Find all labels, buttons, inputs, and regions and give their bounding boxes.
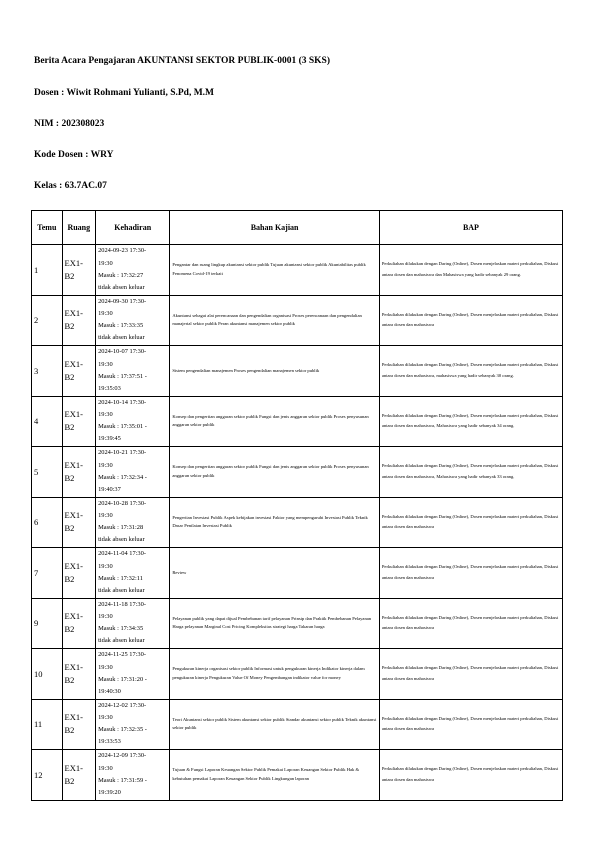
bap-cell [379, 750, 562, 801]
table-row [32, 295, 563, 346]
attendance-table [31, 210, 563, 801]
kode-dosen-label: Kode Dosen : WRY [34, 150, 114, 160]
room-line: EX1- [64, 712, 83, 723]
attendance-line: 2024-11-25 17:30- [98, 651, 146, 659]
room-line: B2 [64, 321, 75, 332]
bap-cell [379, 245, 562, 296]
dosen-label: Dosen : Wiwit Rohmani Yulianti, S.Pd, M.M [34, 88, 214, 98]
attendance-cell [96, 699, 170, 750]
table-row [32, 447, 563, 498]
material-cell [170, 598, 380, 649]
attendance-line: 19:30 [98, 411, 113, 419]
room-line: EX1- [64, 661, 83, 672]
room-cell [62, 346, 96, 397]
bap-text: Perkuliahan dilakukan dengan Daring (Online), Dosen menjelaskan materi perkuliahan, Diskusi antara dosen dan mahasiswa [381, 513, 559, 530]
bap-text: Perkuliahan dilakukan dengan Daring (Online), Dosen menjelaskan materi perkuliahan, Diskusi antara dosen dan mahasiswa, Mahasiswa yang hadir sebanyak 34 orang. [381, 412, 559, 429]
bap-text: Perkuliahan dilakukan dengan Daring (Online), Dosen menjelaskan materi perkuliahan, Diskusi antara dosen dan mahasiswa dan Mahasiswa yang hadir sebanyak 29 orang. [381, 261, 559, 277]
attendance-line: 19:30 [98, 562, 113, 570]
room-line: B2 [64, 371, 75, 382]
attendance-line: 2024-10-21 17:30- [98, 449, 147, 457]
room-line: B2 [64, 472, 75, 483]
room-line: B2 [64, 422, 75, 433]
room-line: B2 [64, 725, 75, 736]
nim-label: NIM : 202308023 [34, 119, 105, 129]
attendance-cell [96, 447, 170, 498]
attendance-line: 2024-10-07 17:30- [98, 348, 147, 356]
bap-cell [379, 497, 562, 548]
room-line: EX1- [64, 510, 83, 521]
room-cell [62, 649, 96, 700]
attendance-line: 19:40:37 [98, 485, 121, 493]
table-row [32, 750, 563, 801]
attendance-line: 2024-09-23 17:30- [98, 247, 147, 255]
attendance-line: Masuk : 17:31:20 - [98, 675, 147, 683]
attendance-line: 19:33:53 [98, 738, 121, 746]
table-row [32, 396, 563, 447]
attendance-line: 2024-11-04 17:30- [98, 550, 146, 558]
attendance-line: 2024-10-28 17:30- [98, 499, 147, 507]
attendance-line: tidak absen keluar [98, 283, 145, 291]
room-line: EX1- [64, 308, 83, 319]
bap-cell [379, 699, 562, 750]
bap-text: Perkuliahan dilakukan dengan Daring (Online), Dosen menjelaskan materi perkuliahan, Diskusi antara dosen dan mahasiswa [381, 665, 559, 681]
bap-text: Perkuliahan dilakukan dengan Daring (Online), Dosen menjelaskan materi perkuliahan, Diskusi antara dosen dan mahasiswa [381, 311, 559, 328]
document-title: Berita Acara Pengajaran AKUNTANSI SEKTOR PUBLIK-0001 (3 SKS) [34, 56, 331, 66]
attendance-line: Masuk : 17:32:27 [98, 271, 144, 279]
attendance-line: Masuk : 17:34:35 [98, 625, 144, 633]
material-cell [170, 649, 380, 700]
table-header-row [32, 211, 563, 245]
meeting-number: 9 [32, 598, 63, 649]
meeting-number: 3 [32, 346, 63, 397]
attendance-line: Masuk : 17:33:35 [98, 322, 144, 330]
bap-cell [379, 447, 562, 498]
attendance-line: 19:30 [98, 310, 113, 318]
room-line: B2 [64, 775, 75, 786]
room-line: B2 [64, 573, 75, 584]
material-text: Teori Akuntansi sektor publik Sistem akuntansi sektor publik Standar akuntansi sektor publik Teknik akuntansi sektor publik [172, 716, 377, 731]
table-row [32, 649, 563, 700]
meeting-number: 6 [32, 497, 63, 548]
meeting-number: 7 [32, 548, 63, 599]
attendance-line: 19:30 [98, 663, 113, 671]
bap-text: Perkuliahan dilakukan dengan Daring (Online), Dosen menjelaskan materi perkuliahan, Diskusi antara dosen dan mahasiswa, mahasiswa yang hadir sebanyak 30 orang. [381, 362, 559, 378]
attendance-line: 19:30 [98, 613, 113, 621]
meeting-number: 4 [32, 396, 63, 447]
material-cell [170, 245, 380, 296]
material-cell [170, 346, 380, 397]
bap-text: Perkuliahan dilakukan dengan Daring (Online), Dosen menjelaskan materi perkuliahan, Diskusi antara dosen dan mahasiswa [381, 614, 559, 631]
attendance-line: 19:39:45 [98, 435, 121, 443]
meeting-number: 1 [32, 245, 63, 296]
room-cell [62, 447, 96, 498]
header-ruang: Ruang [62, 211, 96, 245]
room-cell [62, 548, 96, 599]
attendance-line: Masuk : 17:32:11 [98, 574, 143, 582]
header-kehadiran: Kehadiran [96, 211, 170, 245]
attendance-line: 19:30 [98, 461, 113, 469]
room-line: B2 [64, 270, 75, 281]
bap-cell [379, 548, 562, 599]
material-text: Pelayanan publik yang dapat dijual Pembebanan tarif pelayanan Prinsip dan Praktik Pembebanan Pelayanan Harga pelayanan Marginal Cost Pricing Kompleksitas strategi harga Takaran harga [172, 615, 372, 630]
material-text: Tujuan & Fungsi Laporan Keuangan Sektor Publik Pemakai Laporan Keuangan Sektor Publik Hak & kebutuhan pemakai Laporan Keuangan Sektor Publik Lingkungan laporan [172, 767, 360, 781]
material-cell [170, 497, 380, 548]
table-row [32, 699, 563, 750]
attendance-cell [96, 295, 170, 346]
meeting-number: 5 [32, 447, 63, 498]
meeting-number: 12 [32, 750, 63, 801]
table-row [32, 497, 563, 548]
table-row [32, 598, 563, 649]
attendance-line: 19:30 [98, 259, 113, 267]
attendance-line: Masuk : 17:35:01 - [98, 423, 147, 431]
kelas-label: Kelas : 63.7AC.07 [34, 181, 107, 191]
room-cell [62, 750, 96, 801]
attendance-line: 19:30 [98, 360, 113, 368]
room-line: EX1- [64, 560, 83, 571]
meeting-number: 11 [32, 699, 63, 750]
attendance-line: 19:40:30 [98, 687, 121, 695]
material-text: Akuntansi sebagai alat perencanaan dan pengendalian organisasi Proses perencanaan dan pengendalian manajerial sektor publik Peran akuntansi manajemen sektor publik [172, 312, 362, 327]
attendance-line: 2024-10-14 17:30- [98, 398, 147, 406]
bap-cell [379, 295, 562, 346]
bap-cell [379, 649, 562, 700]
attendance-cell [96, 396, 170, 447]
attendance-cell [96, 245, 170, 296]
room-line: B2 [64, 624, 75, 635]
attendance-line: Masuk : 17:32:35 - [98, 726, 147, 734]
material-cell [170, 699, 380, 750]
attendance-line: 2024-11-18 17:30- [98, 600, 146, 608]
room-line: EX1- [64, 358, 83, 369]
attendance-line: Masuk : 17:31:59 - [98, 776, 147, 784]
room-cell [62, 396, 96, 447]
bap-cell [379, 396, 562, 447]
attendance-line: 2024-09-30 17:30- [98, 297, 147, 305]
material-text: Review [172, 569, 187, 575]
attendance-line: 19:30 [98, 714, 113, 722]
material-cell [170, 295, 380, 346]
room-cell [62, 497, 96, 548]
bap-text: Perkuliahan dilakukan dengan Daring (Online), Dosen menjelaskan materi perkuliahan, Diskusi antara dosen dan mahasiswa [381, 564, 559, 580]
room-line: EX1- [64, 611, 83, 622]
header-temu: Temu [32, 211, 63, 245]
material-cell [170, 396, 380, 447]
attendance-cell [96, 548, 170, 599]
attendance-line: 2024-12-02 17:30- [98, 701, 147, 709]
room-line: EX1- [64, 409, 83, 420]
material-cell [170, 750, 380, 801]
attendance-cell [96, 750, 170, 801]
table-row [32, 548, 563, 599]
material-text: Konsep dan pengertian anggaran sektor publik Fungsi dan jenis anggaran sektor publik Proses penyusunan anggaran sektor publik [172, 413, 369, 428]
bap-cell [379, 346, 562, 397]
material-cell [170, 548, 380, 599]
material-cell [170, 447, 380, 498]
attendance-cell [96, 497, 170, 548]
attendance-line: 19:30 [98, 512, 113, 520]
room-cell [62, 295, 96, 346]
room-line: B2 [64, 523, 75, 534]
bap-cell [379, 598, 562, 649]
room-line: EX1- [64, 762, 83, 773]
room-cell [62, 598, 96, 649]
attendance-line: 19:39:20 [98, 788, 121, 796]
bap-text: Perkuliahan dilakukan dengan Daring (Online), Dosen menjelaskan materi perkuliahan, Diskusi antara dosen dan mahasiswa, Mahasiswa yang hadir sebanyak 33 orang. [381, 463, 559, 479]
material-text: Konsep dan pengertian anggaran sektor publik Fungsi dan jenis anggaran sektor publik Proses penyusunan anggaran sektor publik [172, 464, 369, 478]
material-text: Pengertian Investasi Publik Aspek kebijakan investasi Faktor yang mempengaruhi Investasi Publik Teknik Dasar Penilaian Investasi Publik [172, 514, 368, 529]
meeting-number: 10 [32, 649, 63, 700]
attendance-line: 19:35:03 [98, 384, 121, 392]
attendance-line: 2024-12-09 17:30- [98, 752, 147, 760]
bap-text: Perkuliahan dilakukan dengan Daring (Online), Dosen menjelaskan materi perkuliahan, Diskusi antara dosen dan mahasiswa [381, 715, 559, 732]
attendance-line: 19:30 [98, 764, 113, 772]
room-cell [62, 699, 96, 750]
room-line: EX1- [64, 257, 83, 268]
attendance-line: Masuk : 17:32:34 - [98, 473, 147, 481]
attendance-cell [96, 346, 170, 397]
attendance-line: tidak absen keluar [98, 536, 145, 544]
attendance-line: tidak absen keluar [98, 334, 145, 342]
material-text: Pengantar dan ruang lingkup akuntansi sektor publik Tujuan akuntansi sektor publik Akuntabilitas publik Fenomena Covid-19 terkait [172, 262, 366, 276]
attendance-line: tidak absen keluar [98, 586, 145, 594]
bap-text: Perkuliahan dilakukan dengan Daring (Online), Dosen menjelaskan materi perkuliahan, Diskusi antara dosen dan mahasiswa [381, 766, 559, 782]
material-text: Pengukuran kinerja organisasi sektor publik Informasi untuk pengukuran kinerja Indikator kinerja dalam pengukuran kinerja Pengukuran Value Of Money Pengembangan indikator value for money [172, 666, 365, 680]
table-row [32, 245, 563, 296]
room-line: B2 [64, 674, 75, 685]
table-row [32, 346, 563, 397]
meeting-number: 2 [32, 295, 63, 346]
attendance-line: Masuk : 17:31:28 [98, 524, 144, 532]
room-cell [62, 245, 96, 296]
attendance-line: Masuk : 17:37:51 - [98, 372, 147, 380]
material-text: Sistem pengendalian manajemen Proses pengendalian manajemen sektor publik [172, 367, 320, 373]
room-line: EX1- [64, 459, 83, 470]
attendance-cell [96, 649, 170, 700]
attendance-cell [96, 598, 170, 649]
attendance-line: tidak absen keluar [98, 637, 145, 645]
header-bap: BAP [379, 211, 562, 245]
header-bahan-kajian: Bahan Kajian [170, 211, 380, 245]
